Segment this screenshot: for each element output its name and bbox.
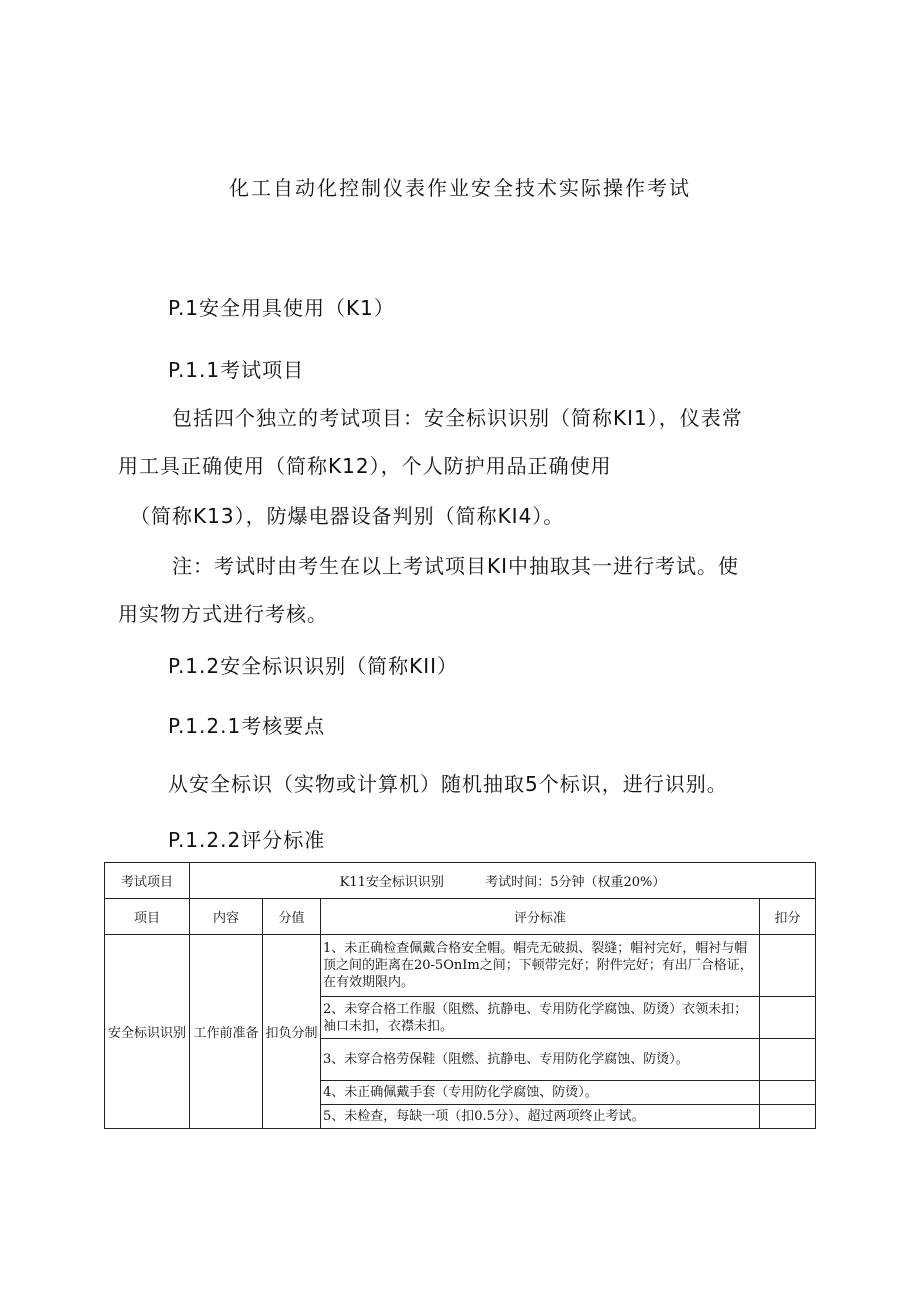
table-cell: 扣负分制: [263, 935, 321, 1129]
table-row: [105, 863, 816, 899]
table-cell: 2、未穿合格工作服（阻燃、抗静电、专用防化学腐蚀、防烫）衣领未扣；袖口未扣，衣襟未扣。: [321, 997, 760, 1039]
table-cell: 考试项目: [105, 863, 190, 899]
table-cell: 安全标识识别: [105, 935, 190, 1129]
note-line: 注：考试时由考生在以上考试项目KI中抽取其一进行考试。使: [172, 554, 740, 578]
table-row: [105, 935, 816, 997]
deduction-cell: [760, 1039, 816, 1081]
note-line: 用实物方式进行考核。: [118, 602, 328, 626]
paragraph-line: （简称K13），防爆电器设备判别（简称KI4）。: [130, 504, 565, 528]
table-cell: 3、未穿合格劳保鞋（阻燃、抗静电、专用防化学腐蚀、防烫）。: [321, 1039, 760, 1081]
table-header-cell: 内容: [190, 899, 263, 935]
deduction-cell: [760, 935, 816, 997]
table-cell: 工作前准备: [190, 935, 263, 1129]
scoring-table: [104, 862, 816, 1129]
section-heading-p11: P.1.1考试项目: [168, 358, 305, 382]
paragraph-line: 用工具正确使用（简称K12），个人防护用品正确使用: [118, 454, 612, 478]
table-cell: 4、未正确佩戴手套（专用防化学腐蚀、防烫）。: [321, 1081, 760, 1105]
table-header-cell: 分值: [263, 899, 321, 935]
section-heading-p1: P.1安全用具使用（K1）: [168, 296, 395, 320]
document-title: 化工自动化控制仪表作业安全技术实际操作考试: [229, 176, 691, 200]
deduction-cell: [760, 997, 816, 1039]
paragraph-line: 包括四个独立的考试项目：安全标识识别（简称KI1），仪表常: [172, 406, 743, 430]
table-header-cell: 项目: [105, 899, 190, 935]
deduction-cell: [760, 1081, 816, 1105]
table-header-row: [105, 899, 816, 935]
section-heading-p12: P.1.2安全标识识别（简称KII）: [168, 654, 459, 678]
section-heading-p122: P.1.2.2评分标准: [168, 828, 326, 852]
deduction-cell: [760, 1105, 816, 1129]
table-header-cell: 扣分: [760, 899, 816, 935]
table-cell: K11安全标识识别 考试时间：5分钟（权重20%）: [190, 863, 816, 899]
section-heading-p121: P.1.2.1考核要点: [168, 714, 326, 738]
table-cell: 5、未检查，每缺一项（扣0.5分）、超过两项终止考试。: [321, 1105, 760, 1129]
paragraph-line: 从安全标识（实物或计算机）随机抽取5个标识，进行识别。: [168, 772, 728, 796]
table-header-cell: 评分标准: [321, 899, 760, 935]
table-cell: 1、未正确检查佩戴合格安全帽。帽壳无破损、裂缝；帽衬完好，帽衬与帽顶之间的距离在20-5OnIm之间；下顿带完好；附件完好；有出厂合格证，在有效期限内。: [321, 935, 760, 997]
